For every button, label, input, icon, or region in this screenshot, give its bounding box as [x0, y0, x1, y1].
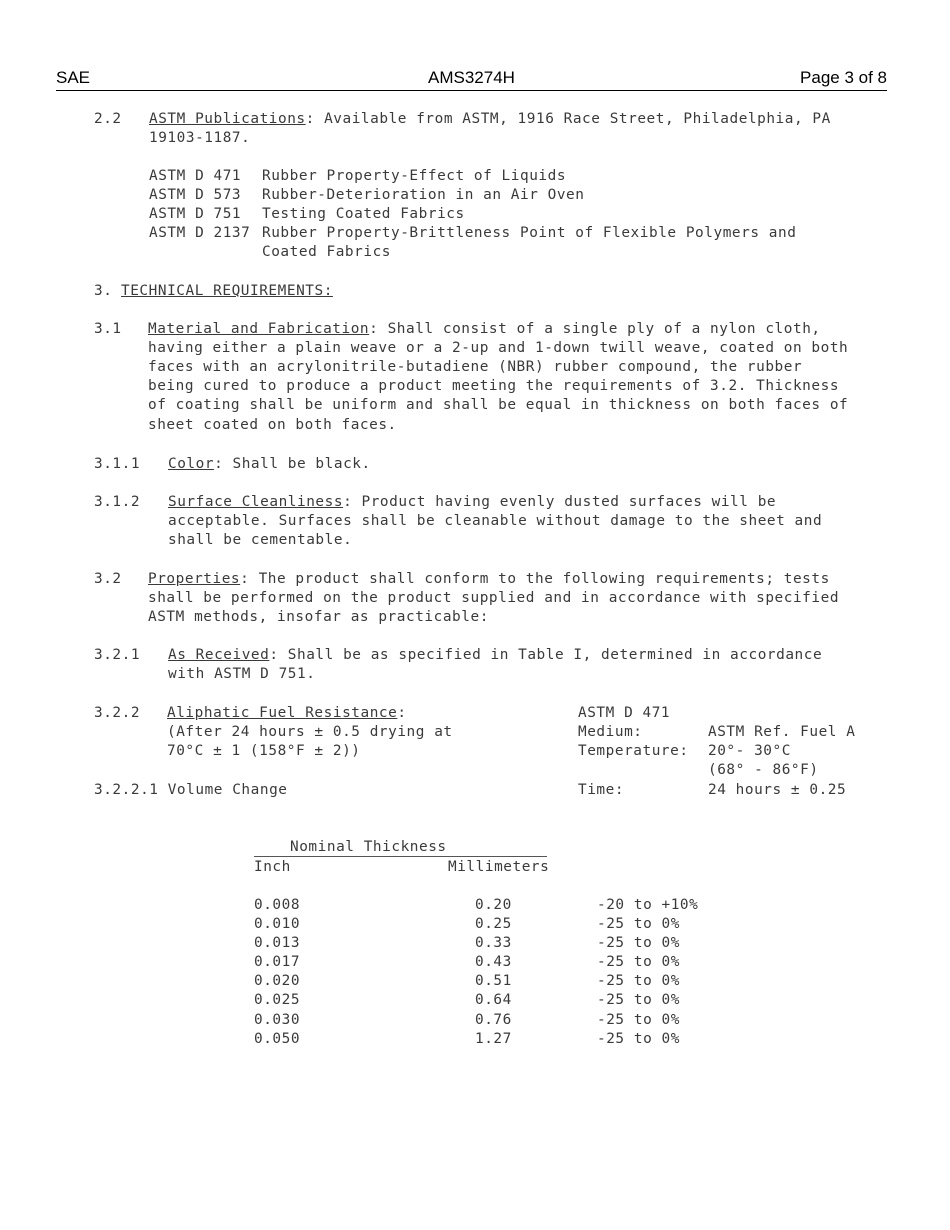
- table-cell-inch: 0.017: [254, 954, 301, 970]
- table-cell-inch: 0.025: [254, 992, 301, 1008]
- section-3-1-body-line: faces with an acrylonitrile-butadiene (NBR) rubber compound, the rubber: [148, 359, 803, 375]
- table-cell-inch: 0.050: [254, 1031, 301, 1047]
- section-3-2-2-colon: :: [397, 705, 407, 721]
- table-cell-change: -20 to +10%: [597, 897, 699, 913]
- table-cell-change: -25 to 0%: [597, 973, 680, 989]
- section-3-1-2-body-line: acceptable. Surfaces shall be cleanable without damage to the sheet and: [168, 513, 823, 529]
- astm-ref-code: ASTM D 573: [149, 187, 242, 203]
- section-3-2-line1: [148, 570, 830, 589]
- section-3-1-2-text: : Product having evenly dusted surfaces will be: [343, 494, 777, 510]
- section-2-2-text: : Available from ASTM, 1916 Race Street, Philadelphia, PA: [305, 111, 831, 127]
- section-3-1-body-line: sheet coated on both faces.: [148, 417, 397, 433]
- section-3-2-2-condition-line: (After 24 hours ± 0.5 drying at: [167, 724, 453, 740]
- astm-ref-title: Testing Coated Fabrics: [262, 206, 465, 222]
- table-group-header: Nominal Thickness: [290, 839, 447, 855]
- table-cell-inch: 0.030: [254, 1012, 301, 1028]
- medium-label: Medium:: [578, 724, 643, 740]
- section-3-2-text: : The product shall conform to the following requirements; tests: [240, 571, 830, 587]
- section-3-2-1-text: : Shall be as specified in Table I, determined in accordance: [269, 647, 823, 663]
- table-cell-mm: 1.27: [475, 1031, 512, 1047]
- column-header-millimeters: Millimeters: [448, 859, 550, 875]
- table-cell-inch: 0.010: [254, 916, 301, 932]
- table-cell-mm: 0.20: [475, 897, 512, 913]
- section-3-1-2-number: 3.1.2: [94, 494, 141, 510]
- table-cell-mm: 0.33: [475, 935, 512, 951]
- section-3-1-line1: [148, 320, 821, 339]
- table-cell-change: -25 to 0%: [597, 1012, 680, 1028]
- section-3-1-text: : Shall consist of a single ply of a nylon cloth,: [369, 321, 821, 337]
- astm-ref-code: ASTM D 751: [149, 206, 242, 222]
- table-cell-mm: 0.76: [475, 1012, 512, 1028]
- section-3-1-1-title: Color: [168, 456, 215, 472]
- section-3-1-2-title: Surface Cleanliness: [168, 494, 344, 510]
- section-3-1-body-line: having either a plain weave or a 2-up and 1-down twill weave, coated on both: [148, 340, 849, 356]
- table-cell-mm: 0.43: [475, 954, 512, 970]
- temperature-value-fahrenheit: (68° - 86°F): [708, 762, 819, 778]
- header-organization: SAE: [56, 68, 91, 87]
- section-3-1-1-number: 3.1.1: [94, 456, 141, 472]
- section-3-1-1-line: [168, 455, 371, 474]
- section-2-2-line1: [149, 110, 831, 129]
- astm-ref-title: Rubber-Deterioration in an Air Oven: [262, 187, 585, 203]
- section-2-2-line2: 19103-1187.: [149, 130, 251, 146]
- table-cell-mm: 0.25: [475, 916, 512, 932]
- section-3-1-title: Material and Fabrication: [148, 321, 370, 337]
- table-cell-inch: 0.013: [254, 935, 301, 951]
- astm-ref-title: Rubber Property-Effect of Liquids: [262, 168, 567, 184]
- section-3-2-2-condition-line: 70°C ± 1 (158°F ± 2)): [167, 743, 361, 759]
- table-cell-inch: 0.008: [254, 897, 301, 913]
- section-3-2-1-title: As Received: [168, 647, 270, 663]
- section-3-2-1-number: 3.2.1: [94, 647, 141, 663]
- astm-ref-code: ASTM D 471: [149, 168, 242, 184]
- table-cell-change: -25 to 0%: [597, 954, 680, 970]
- astm-ref-title: Rubber Property-Brittleness Point of Flexible Polymers and: [262, 225, 797, 241]
- section-3-2-2-number: 3.2.2: [94, 705, 141, 721]
- section-3-2-1-line2: with ASTM D 751.: [168, 666, 316, 682]
- section-3-2-body-line: shall be performed on the product supplied and in accordance with specified: [148, 590, 840, 606]
- table-cell-change: -25 to 0%: [597, 935, 680, 951]
- medium-value: ASTM Ref. Fuel A: [708, 724, 856, 740]
- temperature-value: 20°- 30°C: [708, 743, 791, 759]
- table-cell-change: -25 to 0%: [597, 1031, 680, 1047]
- section-3-1-body-line: being cured to produce a product meeting the requirements of 3.2. Thickness: [148, 378, 840, 394]
- section-3-2-2-line1: [167, 704, 407, 723]
- section-3-1-number: 3.1: [94, 321, 122, 337]
- section-3-2-body-line: ASTM methods, insofar as practicable:: [148, 609, 489, 625]
- table-cell-change: -25 to 0%: [597, 916, 680, 932]
- page-header: [56, 68, 887, 91]
- astm-ref-title-continuation: Coated Fabrics: [262, 244, 391, 260]
- section-3-1-body-line: of coating shall be uniform and shall be equal in thickness on both faces of: [148, 397, 849, 413]
- section-3-2-2-title: Aliphatic Fuel Resistance: [167, 705, 398, 721]
- astm-ref-code: ASTM D 2137: [149, 225, 251, 241]
- section-3-2-2-1-label: 3.2.2.1 Volume Change: [94, 782, 288, 798]
- table-cell-mm: 0.64: [475, 992, 512, 1008]
- section-3-1-2-line1: [168, 493, 776, 512]
- section-3-2-title: Properties: [148, 571, 241, 587]
- section-3-title: TECHNICAL REQUIREMENTS:: [121, 283, 333, 299]
- column-header-inch: Inch: [254, 859, 291, 875]
- header-page-number: Page 3 of 8: [800, 68, 887, 87]
- section-2-2-title: ASTM Publications: [149, 111, 306, 127]
- section-2-2-number: 2.2: [94, 111, 122, 127]
- section-3-1-2-body-line: shall be cementable.: [168, 532, 353, 548]
- table-cell-mm: 0.51: [475, 973, 512, 989]
- section-3-2-1-line1: [168, 646, 822, 665]
- table-cell-inch: 0.020: [254, 973, 301, 989]
- test-method: ASTM D 471: [578, 705, 671, 721]
- section-3-number: 3.: [94, 283, 113, 299]
- section-3-2-number: 3.2: [94, 571, 122, 587]
- table-cell-change: -25 to 0%: [597, 992, 680, 1008]
- section-3-1-1-text: : Shall be black.: [214, 456, 371, 472]
- time-label: Time:: [578, 782, 625, 798]
- table-header-rule: [254, 856, 547, 857]
- time-value: 24 hours ± 0.25: [708, 782, 847, 798]
- header-document-number: AMS3274H: [428, 68, 515, 87]
- temperature-label: Temperature:: [578, 743, 689, 759]
